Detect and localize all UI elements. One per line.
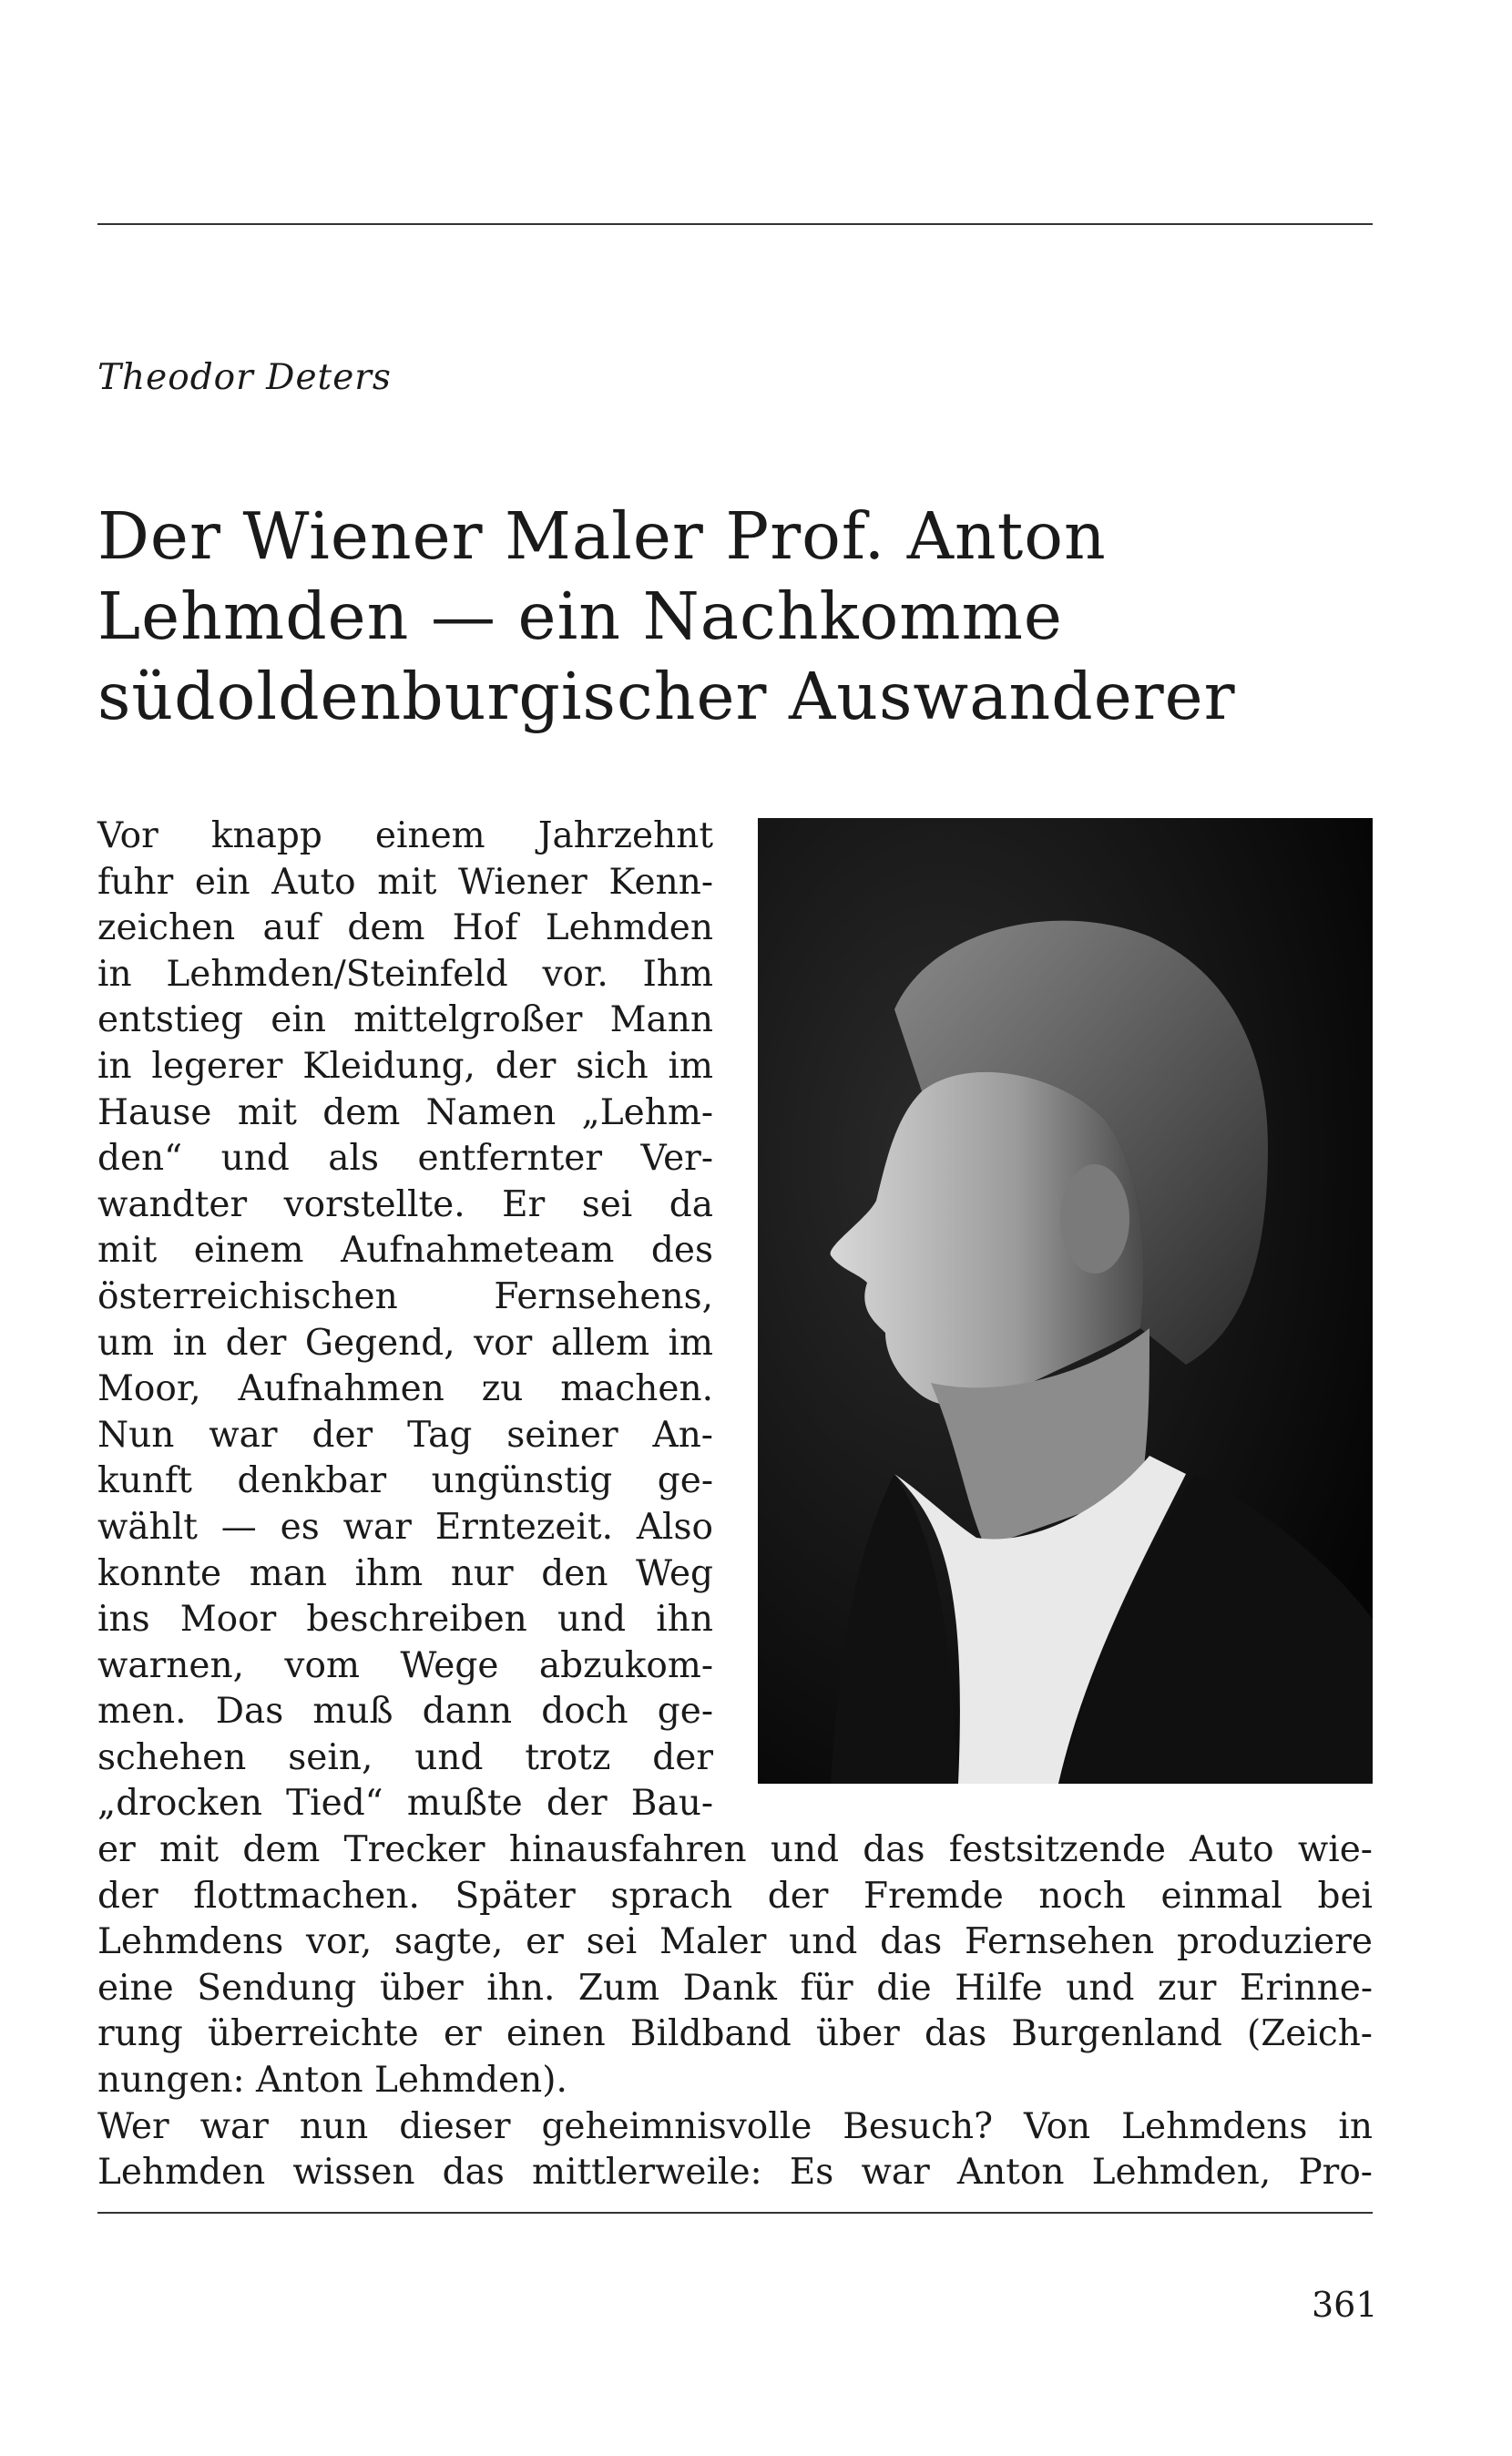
text-line: den“ und als entfernter Ver- — [97, 1138, 713, 1180]
text-line: zeichen auf dem Hof Lehmden — [97, 907, 713, 949]
text-line: Hause mit dem Namen „Lehm- — [97, 1091, 713, 1133]
text-line: Lehmdens vor, sagte, er sei Maler und das Fernsehen produziere — [97, 1921, 1373, 1963]
text-line: österreichischen Fernsehens, — [97, 1275, 713, 1317]
text-line: Vor knapp einem Jahrzehnt — [97, 815, 713, 856]
top-rule — [97, 223, 1373, 225]
text-line: „drocken Tied“ mußte der Bau- — [97, 1783, 713, 1825]
title-line: Der Wiener Maler Prof. Anton — [97, 498, 1107, 574]
text-line: in legerer Kleidung, der sich im — [97, 1045, 713, 1087]
text-line: fuhr ein Auto mit Wiener Kenn- — [97, 861, 713, 903]
text-line: men. Das muß dann doch ge- — [97, 1691, 713, 1733]
text-line: Wer war nun dieser geheimnisvolle Besuch? Von Lehmdens in — [97, 2105, 1373, 2147]
page-number: 361 — [1312, 2285, 1378, 2325]
text-line: entstieg ein mittelgroßer Mann — [97, 999, 713, 1041]
paragraph-beside-photo — [97, 814, 1373, 1827]
title-line: südoldenburgischer Auswanderer — [97, 659, 1236, 734]
text-line: schehen sein, und trotz der — [97, 1736, 713, 1778]
paragraph-full-width — [97, 1827, 1373, 2104]
text-line: in Lehmden/Steinfeld vor. Ihm — [97, 953, 713, 995]
text-line: nungen: Anton Lehmden). — [97, 2060, 567, 2102]
article-title — [97, 496, 1236, 737]
text-line: rung überreichte er einen Bildband über das Burgenland (Zeich- — [97, 2013, 1373, 2055]
text-line: konnte man ihm nur den Weg — [97, 1552, 713, 1594]
text-line: Lehmden wissen das mittlerweile: Es war Anton Lehmden, Pro- — [97, 2152, 1373, 2194]
paragraph-second — [97, 2104, 1373, 2196]
text-line: eine Sendung über ihn. Zum Dank für die Hilfe und zur Erinne- — [97, 1967, 1373, 2009]
text-line: um in der Gegend, vor allem im — [97, 1322, 713, 1364]
article-body — [97, 814, 1373, 2196]
text-line: kunft denkbar ungünstig ge- — [97, 1460, 713, 1502]
text-line: ins Moor beschreiben und ihn — [97, 1599, 713, 1641]
text-line: er mit dem Trecker hinausfahren und das festsitzende Auto wie- — [97, 1829, 1373, 1871]
text-line: wählt — es war Erntezeit. Also — [97, 1506, 713, 1548]
text-line: mit einem Aufnahmeteam des — [97, 1230, 713, 1272]
text-line: wandter vorstellte. Er sei da — [97, 1183, 713, 1225]
text-line: Moor, Aufnahmen zu machen. — [97, 1368, 713, 1410]
bottom-rule — [97, 2212, 1373, 2214]
text-line: warnen, vom Wege abzukom- — [97, 1644, 713, 1686]
text-line: der flottmachen. Später sprach der Fremde noch einmal bei — [97, 1875, 1373, 1917]
title-line: Lehmden — ein Nachkomme — [97, 578, 1063, 654]
author-name: Theodor Deters — [97, 357, 392, 398]
text-line: Nun war der Tag seiner An- — [97, 1414, 713, 1456]
